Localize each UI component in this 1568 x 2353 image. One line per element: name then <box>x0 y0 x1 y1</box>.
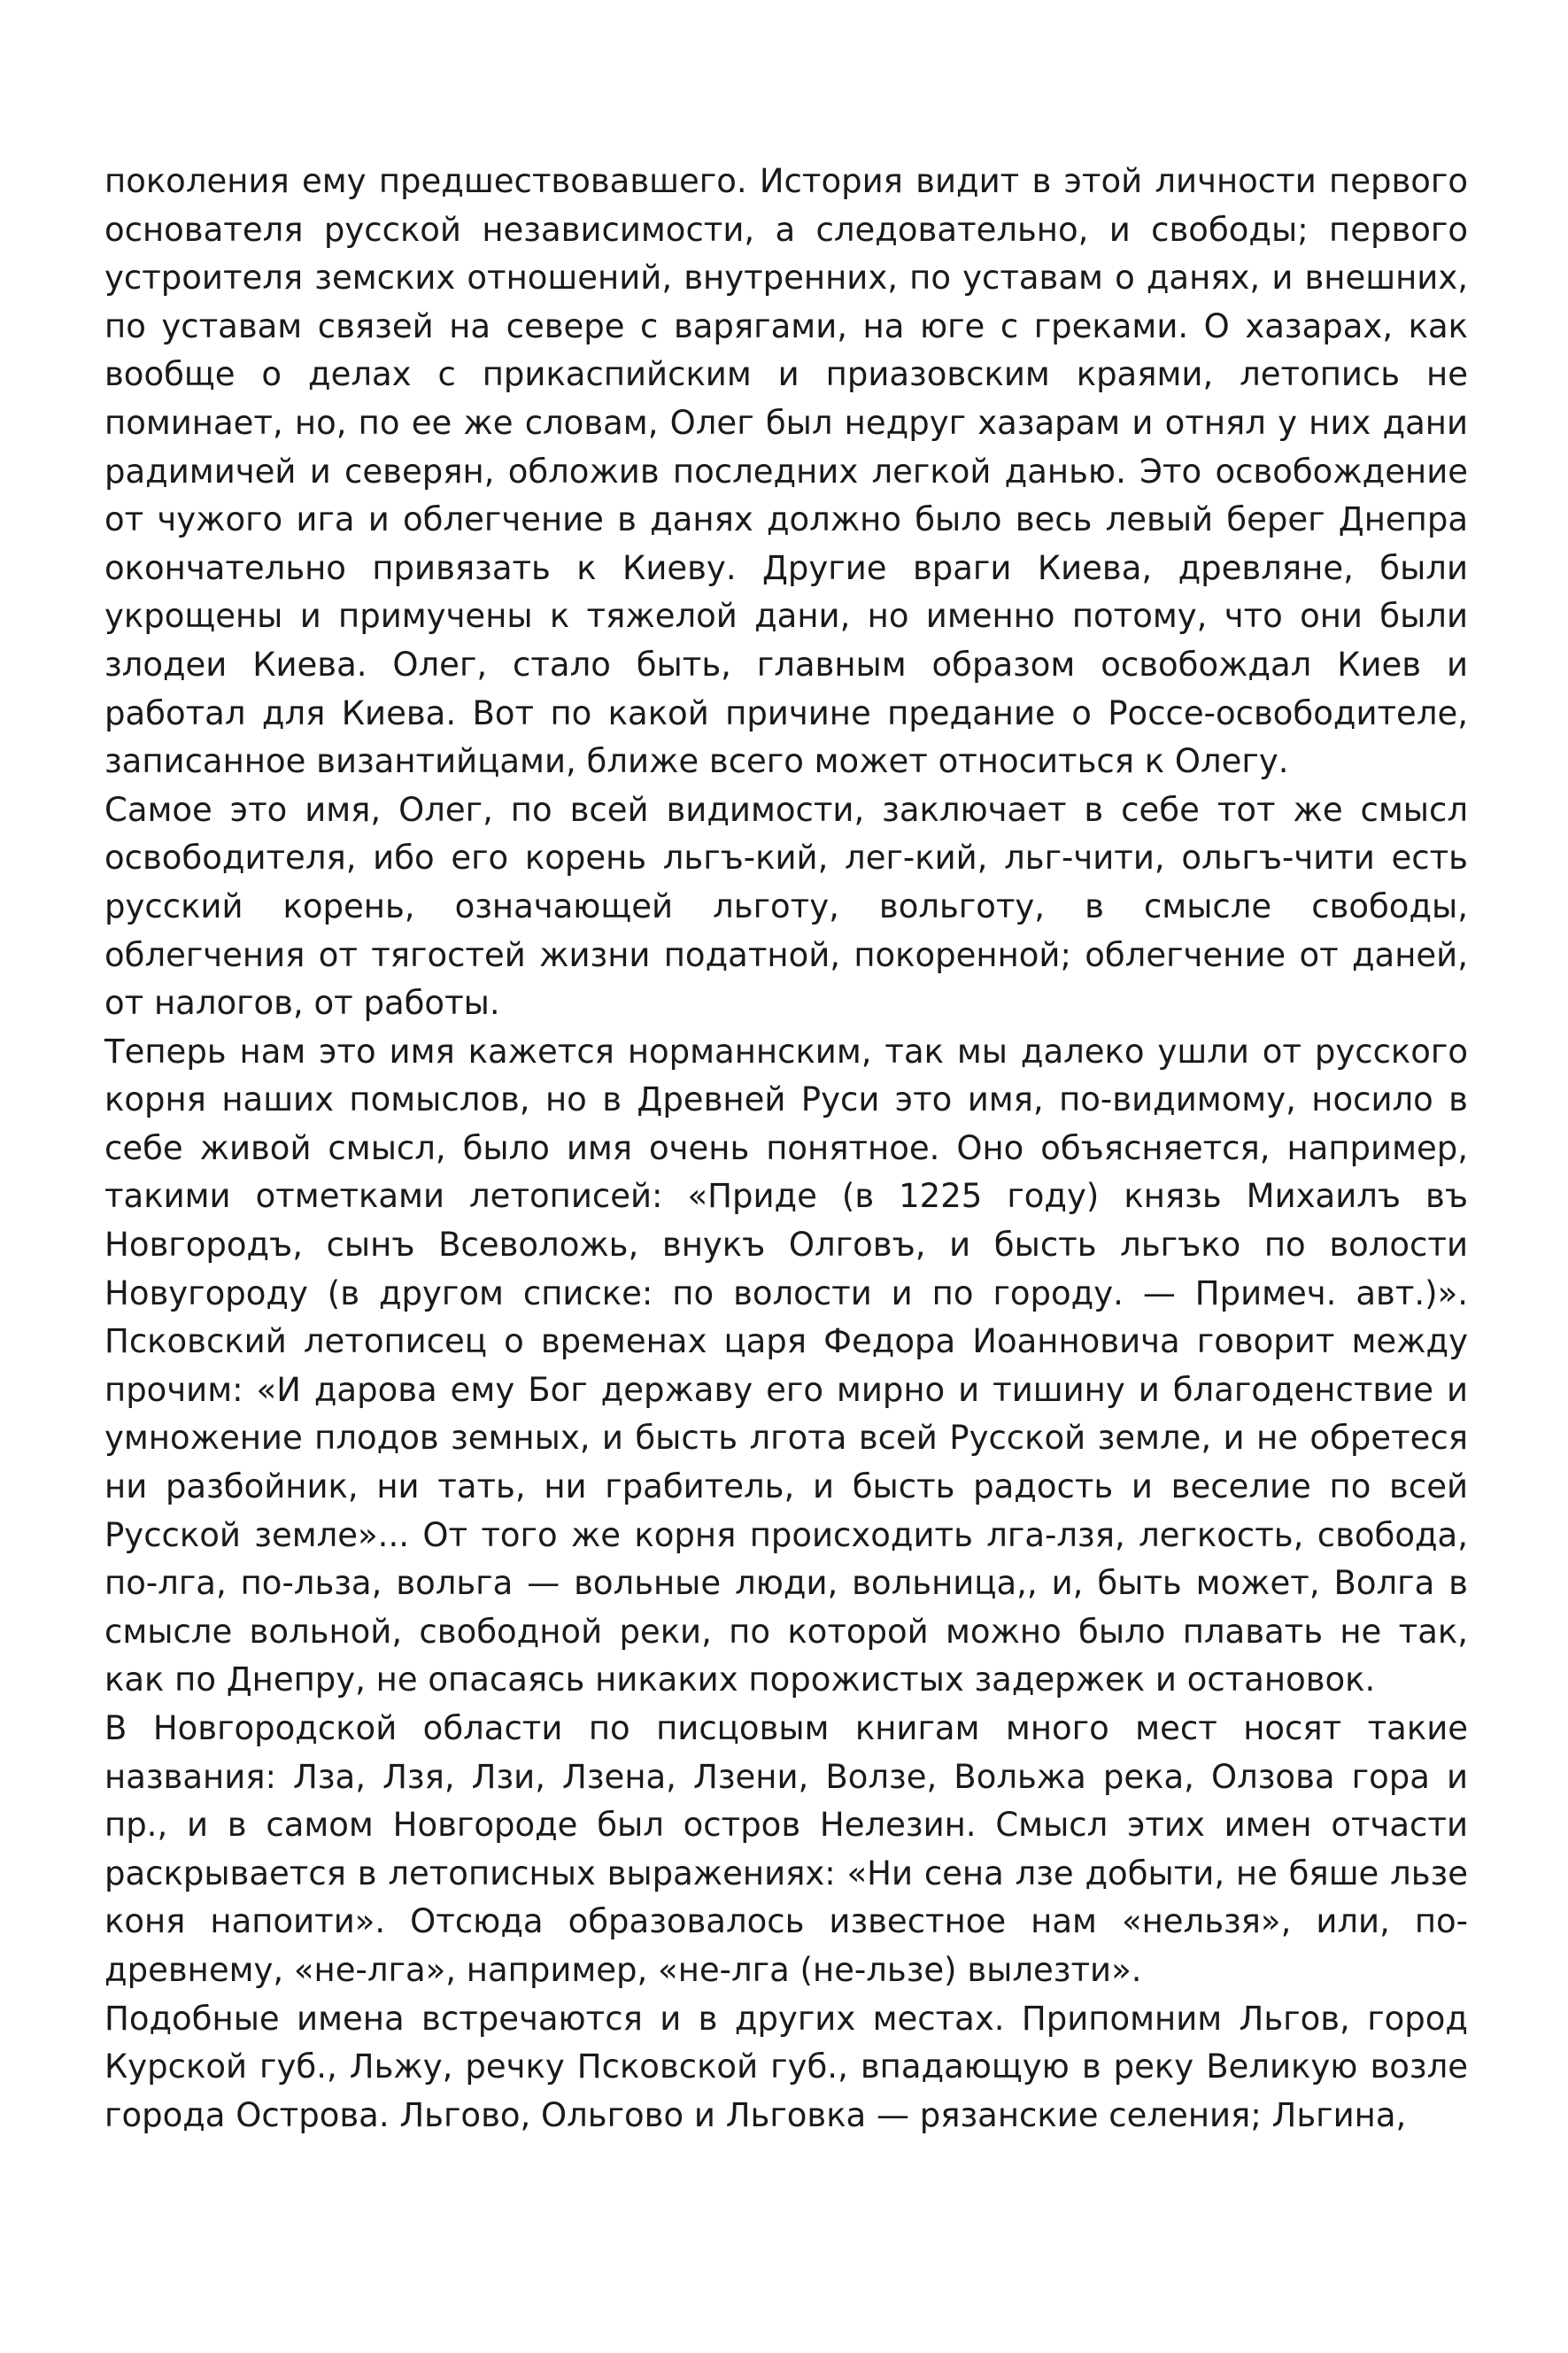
document-page <box>104 158 1468 2140</box>
paragraph-1: поколения ему предшествовавшего. История видит в этой личности первого основателя русской независимости, а следовательно, и свободы; первого устроителя земских отношений, внутренних, по уставам о данях, и внешних, по уставам связей на севере с варягами, на юге с греками. О хазарах, как вообще о делах с прикаспийским и приазовским краями, летопись не поминает, но, по ее же словам, Олег был недруг хазарам и отнял у них дани радимичей и северян, обложив последних легкой данью. Это освобождение от чужого ига и облегчение в данях должно было весь левый берег Днепра окончательно привязать к Киеву. Другие враги Киева, древляне, были укрощены и примучены к тяжелой дани, но именно потому, что они были злодеи Киева. Олег, стало быть, главным образом освобождал Киев и работал для Киева. Вот по какой причине предание о Россе-освободителе, записанное византийцами, ближе всего может относиться к Олегу. <box>104 162 1468 781</box>
paragraph-2: Самое это имя, Олег, по всей видимости, заключает в себе тот же смысл освободителя, ибо его корень льгъ-кий, лег-кий, льг-чити, ольгъ-чити есть русский корень, означающей льготу, вольготу, в смысле свободы, облегчения от тягостей жизни податной, покоренной; облегчение от даней, от налогов, от работы. <box>104 790 1468 1023</box>
paragraph-5: Подобные имена встречаются и в других местах. Припомним Льгов, город Курской губ., Льжу, речку Псковской губ., впадающую в реку Великую возле города Острова. Льгово, Ольгово и Льговка — рязанские селения; Льгина, <box>104 1999 1468 2134</box>
paragraph-3: Теперь нам это имя кажется норманнским, так мы далеко ушли от русского корня наших помыслов, но в Древней Руси это имя, по-видимому, носило в себе живой смысл, было имя очень понятное. Оно объясняется, например, такими отметками летописей: «Приде (в 1225 году) князь Михаилъ въ Новгородъ, сынъ Всеволожь, внукъ Олговъ, и бысть льгъко по волости Новугороду (в другом списке: по волости и по городу. — Примеч. авт.)». Псковский летописец о временах царя Федора Иоанновича говорит между прочим: «И дарова ему Бог державу его мирно и тишину и благоденствие и умножение плодов земных, и бысть лгота всей Русской земле, и не обретеся ни разбойник, ни тать, ни грабитель, и бысть радость и веселие по всей Русской земле»... От того же корня происходить лга-лзя, легкость, свобода, по-лга, по-льза, вольга — вольные люди, вольница,, и, быть может, Волга в смысле вольной, свободной реки, по которой можно было плавать не так, как по Днепру, не опасаясь никаких порожистых задержек и остановок. <box>104 1032 1468 1699</box>
paragraph-4: В Новгородской области по писцовым книгам много мест носят такие названия: Лза, Лзя, Лзи, Лзена, Лзени, Волзе, Вольжа река, Олзова гора и пр., и в самом Новгороде был остров Нелезин. Смысл этих имен отчасти раскрывается в летописных выражениях: «Ни сена лзе добыти, не бяше льзе коня напоити». Отсюда образовалось известное нам «нельзя», или, по-древнему, «не-лга», например, «не-лга (не-льзе) вылезти». <box>104 1709 1468 1989</box>
